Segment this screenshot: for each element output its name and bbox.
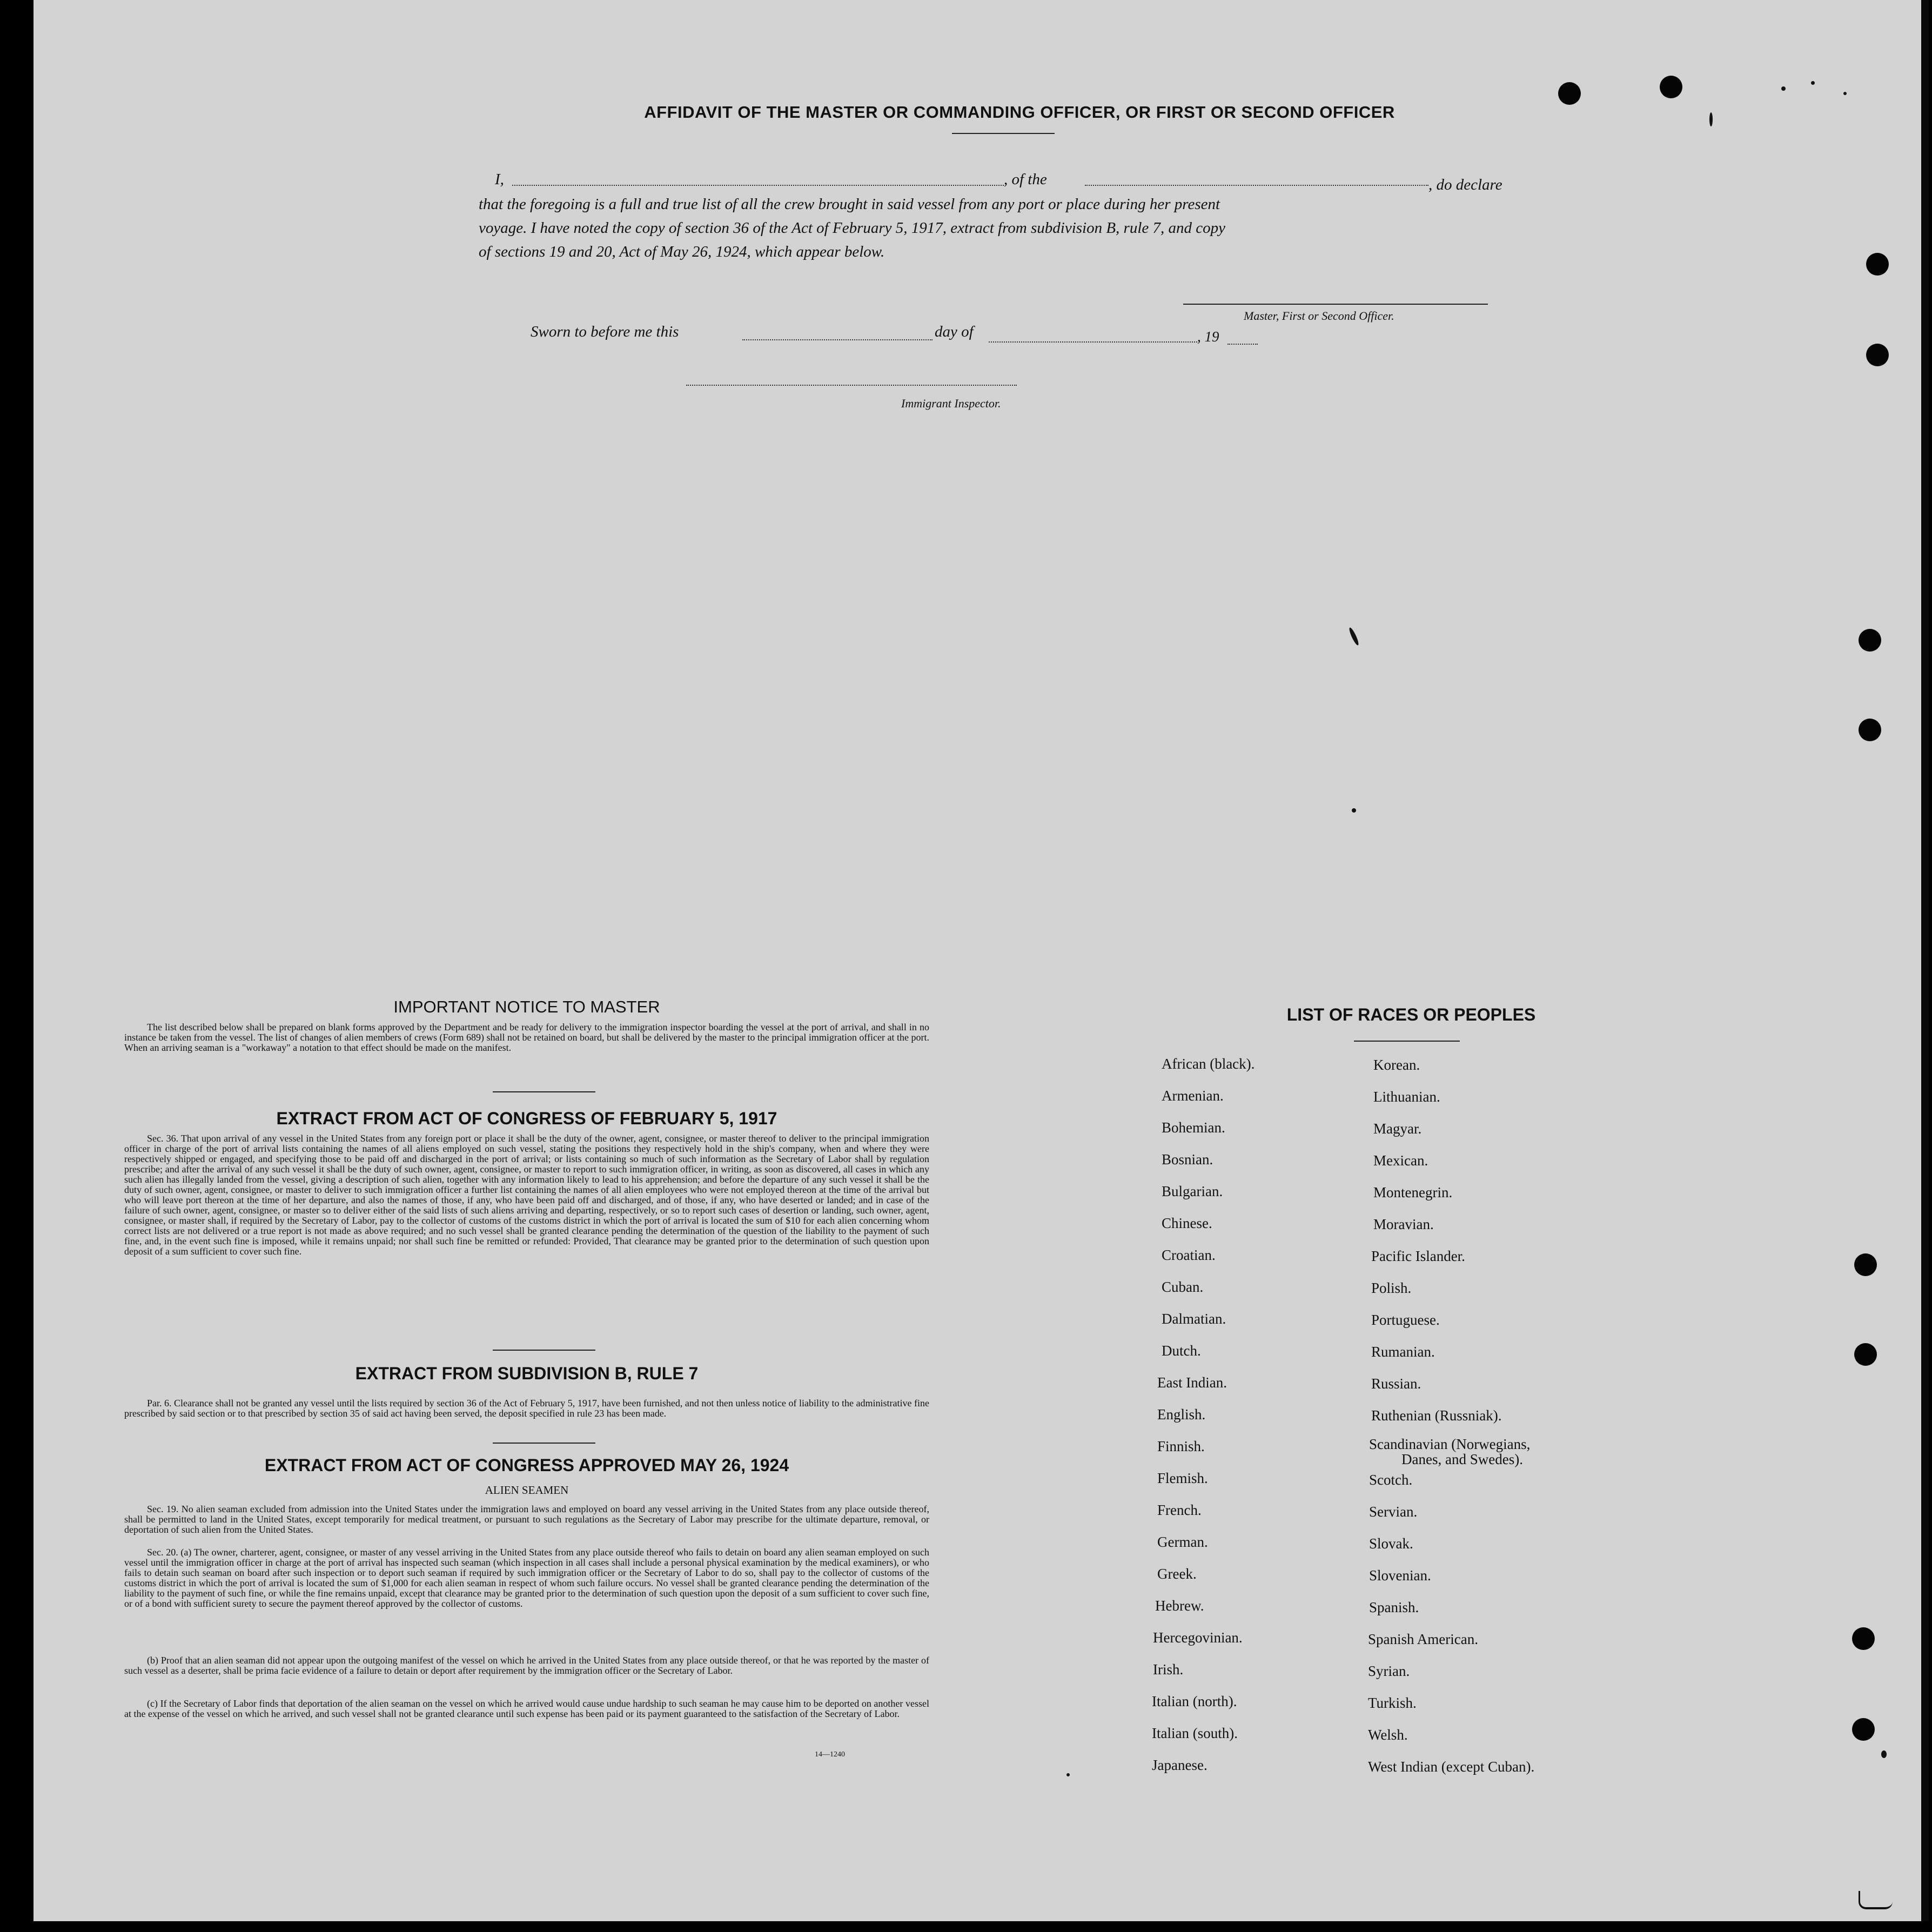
binder-hole [1558,82,1581,105]
race-item: Moravian. [1373,1216,1434,1232]
race-item: Syrian. [1368,1663,1410,1679]
race-item: Japanese. [1152,1757,1208,1773]
declaration-line: of sections 19 and 20, Act of May 26, 1924, which appear below. [479,243,885,260]
race-item: Spanish American. [1368,1631,1478,1647]
race-item: Armenian. [1162,1088,1224,1104]
race-item: French. [1157,1502,1202,1518]
ink-speck [1709,112,1713,126]
ink-speck [1811,81,1815,85]
alien-seamen-subtitle: ALIEN SEAMEN [485,1484,569,1497]
ink-speck [1843,92,1847,95]
race-item: Spanish. [1369,1599,1419,1615]
race-item: Dutch. [1162,1343,1201,1359]
race-item: Turkish. [1368,1695,1417,1711]
race-item: English. [1157,1406,1206,1423]
section-divider [493,1350,595,1351]
race-item: Lithuanian. [1373,1089,1440,1105]
race-item: Danes, and Swedes). [1401,1451,1523,1467]
extract-1924-sec20b: (b) Proof that an alien seaman did not appear upon the outgoing manifest of the vessel on which he arrived in the United States from any place outside thereof, or that he was reported by the master of such vessel as a deserter, shall be prima facie evidence of a failure to detain or deport after requirement by the immigration officer or the Secretary of Labor. [124,1655,929,1676]
notice-text: The list described below shall be prepared on blank forms approved by the Department and be ready for delivery to the immigration inspector boarding the vessel at the port of arrival, and shall in no instance be taken from the vessel. The list of changes of alien members of crews (Form 689) shall not be retained on board, but shall be delivered by the master to the principal immigration officer at the port. When an arriving seaman is a "workaway" a notation to that effect should be made on the manifest. [124,1022,929,1053]
binder-hole [1854,1343,1877,1366]
vessel-blank[interactable] [1085,185,1428,186]
race-item: Welsh. [1368,1727,1408,1743]
race-item: Irish. [1153,1661,1184,1678]
binder-hole [1866,253,1889,276]
races-title-underline [1354,1041,1460,1042]
year-label: , 19 [1197,328,1219,345]
affidavit-i-label: I, [495,171,504,188]
race-item: Magyar. [1373,1121,1422,1137]
ink-speck [1348,627,1360,646]
title-underline [952,133,1055,134]
race-item: Greek. [1157,1566,1197,1582]
race-item: Polish. [1371,1280,1412,1296]
race-item: Portuguese. [1371,1312,1440,1328]
month-blank[interactable] [989,341,1197,343]
day-blank[interactable] [742,339,933,340]
race-item: Croatian. [1162,1247,1216,1263]
race-item: Finnish. [1157,1438,1205,1454]
name-blank[interactable] [512,185,1004,186]
binder-hole [1859,719,1881,741]
binder-hole [1852,1627,1875,1650]
signature-line[interactable] [1183,304,1488,305]
race-item: Slovenian. [1369,1567,1431,1584]
section-divider [493,1443,595,1444]
race-item: Bosnian. [1162,1151,1213,1168]
form-number: 14—1240 [815,1750,845,1759]
race-item: Slovak. [1369,1535,1413,1552]
year-blank[interactable] [1227,344,1258,345]
race-item: Chinese. [1162,1215,1212,1231]
race-item: Scandinavian (Norwegians, [1369,1436,1531,1452]
race-item: Scotch. [1369,1472,1413,1488]
race-item: Korean. [1373,1057,1420,1073]
extract-1924-sec20c: (c) If the Secretary of Labor finds that deportation of the alien seaman on the vessel on which he arrived would cause undue hardship to such seaman he may cause him to be deported on another vessel at the expense of the vessel on which he arrived, and such vessel shall not be granted clearance until such expense has been paid or its payment guaranteed to the satisfaction of the Secretary of Labor. [124,1698,929,1719]
race-item: Servian. [1369,1504,1418,1520]
race-item: Rumanian. [1371,1344,1435,1360]
pencil-mark [1859,1891,1893,1909]
race-item: German. [1157,1534,1208,1550]
race-item: Bulgarian. [1162,1183,1223,1199]
affidavit-do-declare-label: , do declare [1428,176,1502,193]
document-page [33,0,1929,1921]
signature-caption: Master, First or Second Officer. [1244,309,1394,323]
affidavit-title: AFFIDAVIT OF THE MASTER OR COMMANDING OFFICER, OR FIRST OR SECOND OFFICER [644,103,1395,122]
sworn-label: Sworn to before me this [531,323,679,340]
race-item: Dalmatian. [1162,1311,1226,1327]
day-of-label: day of [935,323,974,340]
extract-1917-title: EXTRACT FROM ACT OF CONGRESS OF FEBRUARY 5, 1917 [276,1109,777,1128]
notice-title: IMPORTANT NOTICE TO MASTER [393,997,660,1016]
binder-hole [1859,629,1881,652]
declaration-line: voyage. I have noted the copy of section 36 of the Act of February 5, 1917, extract from subdivision B, rule 7, and copy [479,219,1226,237]
race-item: Pacific Islander. [1371,1248,1465,1264]
binder-hole [1852,1718,1875,1741]
binder-hole [1660,76,1682,98]
section-divider [493,1091,595,1092]
ink-speck [1352,808,1356,813]
binder-hole [1854,1253,1877,1276]
rule7-text: Par. 6. Clearance shall not be granted any vessel until the lists required by section 36 of the Act of February 5, 1917, have been furnished, and not then unless notice of liability to the administrative fine prescribed by said section or to that prescribed by section 35 of said act having been served, the deposit specified in rule 23 has been made. [124,1398,929,1419]
race-item: Hebrew. [1155,1598,1204,1614]
race-item: Ruthenian (Russniak). [1371,1407,1502,1424]
races-title: LIST OF RACES OR PEOPLES [1286,1005,1536,1024]
ink-speck [1781,86,1786,91]
race-item: Italian (south). [1152,1725,1238,1741]
ink-speck [1066,1773,1070,1776]
declaration-line: that the foregoing is a full and true list of all the crew brought in said vessel from any port or place during her present [479,196,1220,213]
race-item: Cuban. [1162,1279,1204,1295]
binder-hole [1866,344,1889,366]
inspector-line[interactable] [686,385,1017,386]
inspector-caption: Immigrant Inspector. [901,397,1001,410]
rule7-title: EXTRACT FROM SUBDIVISION B, RULE 7 [355,1364,699,1383]
extract-1924-sec20a: Sec. 20. (a) The owner, charterer, agent, consignee, or master of any vessel arriving in the United States from any place outside thereof who fails to detain on board any alien seaman employed on such vessel until the immigration officer in charge at the port of arrival has inspected such seaman (which inspection in all cases shall include a personal physical examination by the medical examiners), or who fails to detain such seaman on board after such inspection or to deport such seaman if required by such immigration officer or the Secretary of Labor to do so, shall pay to the collector of customs of the customs district in which the port of arrival is located the sum of $1,000 for each alien seaman in respect of whom such failure occurs. No vessel shall be granted clearance pending the determination of the liability to the payment of such fine, or while the fine remains unpaid, except that clearance may be granted prior to the determination of such question upon the deposit of a sum sufficient to cover such fine, or of a bond with sufficient surety to secure the payment thereof approved by the collector of customs. [124,1547,929,1609]
race-item: Hercegovinian. [1153,1629,1243,1646]
race-item: West Indian (except Cuban). [1368,1759,1535,1775]
race-item: Montenegrin. [1373,1184,1453,1200]
race-item: East Indian. [1157,1374,1227,1391]
race-item: Bohemian. [1162,1119,1225,1136]
ink-speck [1881,1750,1887,1758]
affidavit-of-the-label: , of the [1004,171,1047,188]
race-item: Flemish. [1157,1470,1208,1486]
race-item: Italian (north). [1152,1693,1237,1709]
extract-1917-text: Sec. 36. That upon arrival of any vessel in the United States from any foreign port or place it shall be the duty of the owner, agent, consignee, or master thereof to deliver to the principal immigration officer in charge of the port of arrival lists containing the names of all aliens employed on such vessel, stating the positions they respectively hold in the ship's company, when and where they were respectively shipped or engaged, and specifying those to be paid off and discharged in the port of arrival; or lists containing so much of such information as the Secretary of Labor shall by regulation prescribe; and after the arrival of any such vessel it shall be the duty of such owner, agent, consignee, or master to report to such immigration officer, in writing, as soon as discovered, all cases in which any such alien has illegally landed from the vessel, giving a description of such alien, together with any information likely to lead to his apprehension; and before the departure of any such vessel it shall be the duty of such owner, agent, consignee, or master to deliver to such immigration officer a further list containing the names of all alien employees who were not employed thereon at the time of the arrival but who will leave port thereon at the time of her departure, and also the names of those, if any, who have been paid off and discharged, and of those, if any, who have deserted or landed; and in case of the failure of such owner, agent, consignee, or master so to deliver either of the said lists of such aliens arriving and departing, respectively, or so to report such cases of desertion or landing, such owner, agent, consignee, or master shall, if required by the Secretary of Labor, pay to the collector of customs of the customs district in which the port of arrival is located the sum of $10 for each alien concerning whom correct lists are not delivered or a true report is not made as above required; and no such vessel shall be granted clearance pending the determination of the question of the liability to the payment of such fine, and, in the event such fine is imposed, while it remains unpaid; nor shall such fine be remitted or refunded: Provided, That clearance may be granted prior to the determination of such question upon deposit of a sum sufficient to cover such fine. [124,1133,929,1257]
extract-1924-sec19: Sec. 19. No alien seaman excluded from admission into the United States under the immigration laws and employed on board any vessel arriving in the United States from any place outside thereof, shall be permitted to land in the United States, except temporarily for medical treatment, or pursuant to such regulations as the Secretary of Labor may prescribe for the ultimate departure, removal, or deportation of such alien from the United States. [124,1504,929,1535]
extract-1924-title: EXTRACT FROM ACT OF CONGRESS APPROVED MAY 26, 1924 [264,1455,789,1475]
race-item: African (black). [1162,1056,1255,1072]
race-item: Mexican. [1373,1152,1428,1169]
race-item: Russian. [1371,1376,1421,1392]
